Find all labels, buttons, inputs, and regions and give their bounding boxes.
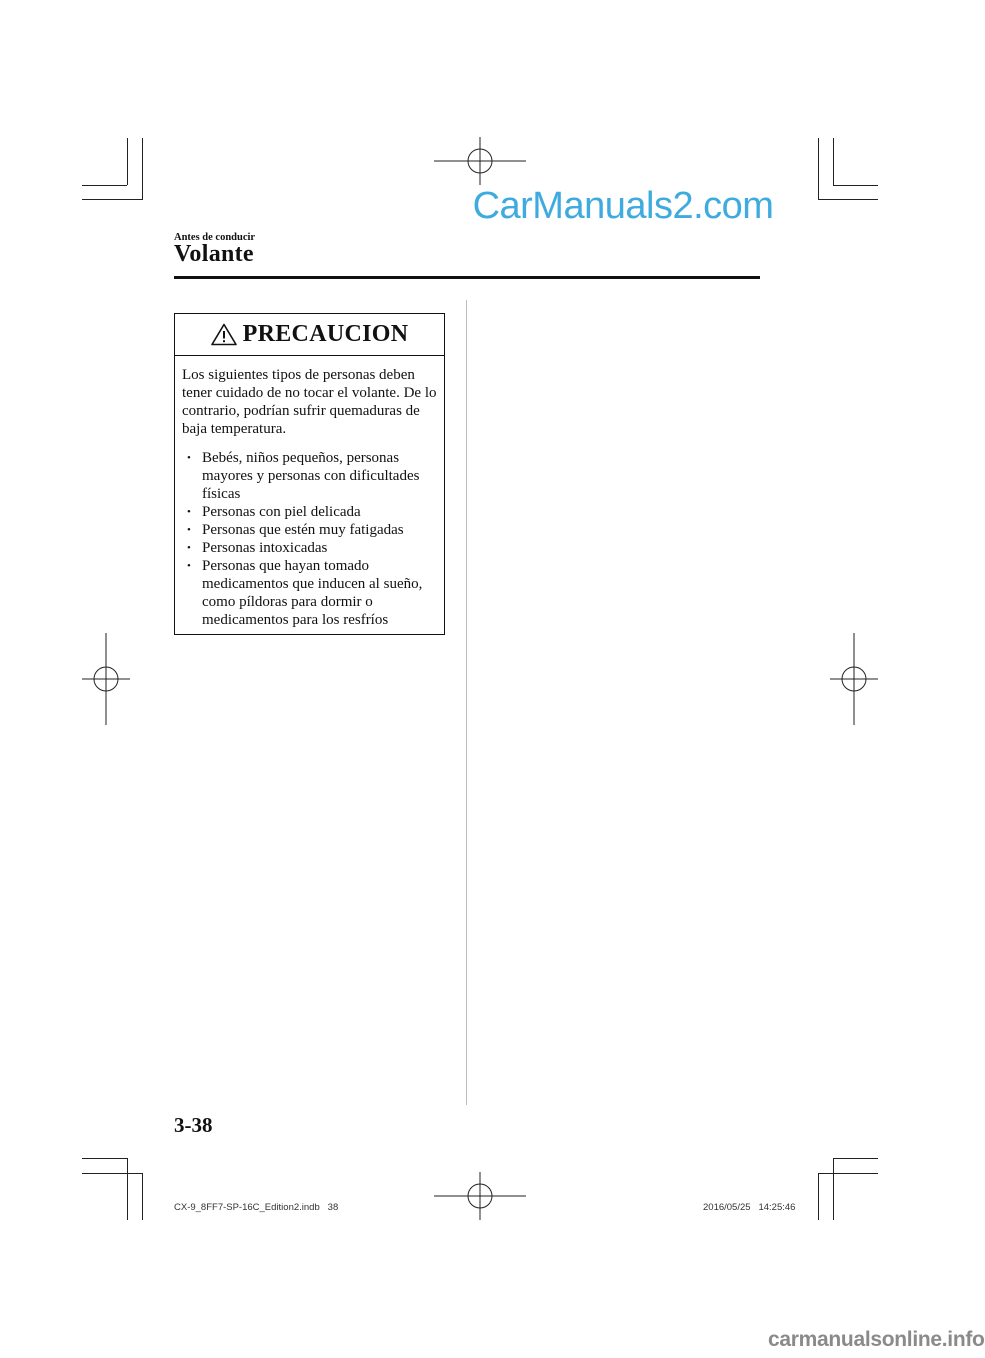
list-item: • Personas intoxicadas — [182, 539, 440, 557]
caution-box — [174, 313, 445, 635]
column-divider — [466, 300, 467, 1105]
caution-intro: Los siguientes tipos de personas deben tener cuidado de no tocar el volante. De lo contrario, podrían sufrir quemaduras de baja temperatura. — [182, 367, 437, 437]
list-item: • Personas con piel delicada — [182, 503, 440, 521]
registration-target-left — [82, 633, 130, 725]
header-rule — [174, 276, 760, 279]
page-title: Volante — [174, 241, 254, 267]
registration-target-bottom — [434, 1172, 526, 1220]
footer-file: CX-9_8FF7-SP-16C_Edition2.indb 38 — [174, 1202, 339, 1213]
caution-body — [182, 366, 440, 629]
caution-list — [182, 449, 440, 629]
section-label: Antes de conducir — [174, 232, 256, 243]
list-item: • Personas que estén muy fatigadas — [182, 521, 440, 539]
bottom-brand-watermark: carmanualsonline.info — [768, 1328, 985, 1351]
warning-triangle-icon — [211, 323, 237, 346]
watermark-logo: CarManuals2.com — [472, 184, 774, 227]
list-item: • Personas que hayan tomado medicamentos que inducen al sueño, como píldoras para dormir o medicamentos para los resfríos — [182, 557, 440, 629]
registration-target-right — [830, 633, 878, 725]
footer-timestamp: 2016/05/25 14:25:46 — [703, 1202, 796, 1213]
caution-title: PRECAUCION — [242, 321, 409, 347]
page-number: 3-38 — [174, 1113, 213, 1137]
caution-header — [175, 314, 444, 356]
list-item: • Bebés, niños pequeños, personas mayores y personas con dificultades físicas — [182, 449, 440, 503]
registration-target-top — [434, 137, 526, 185]
